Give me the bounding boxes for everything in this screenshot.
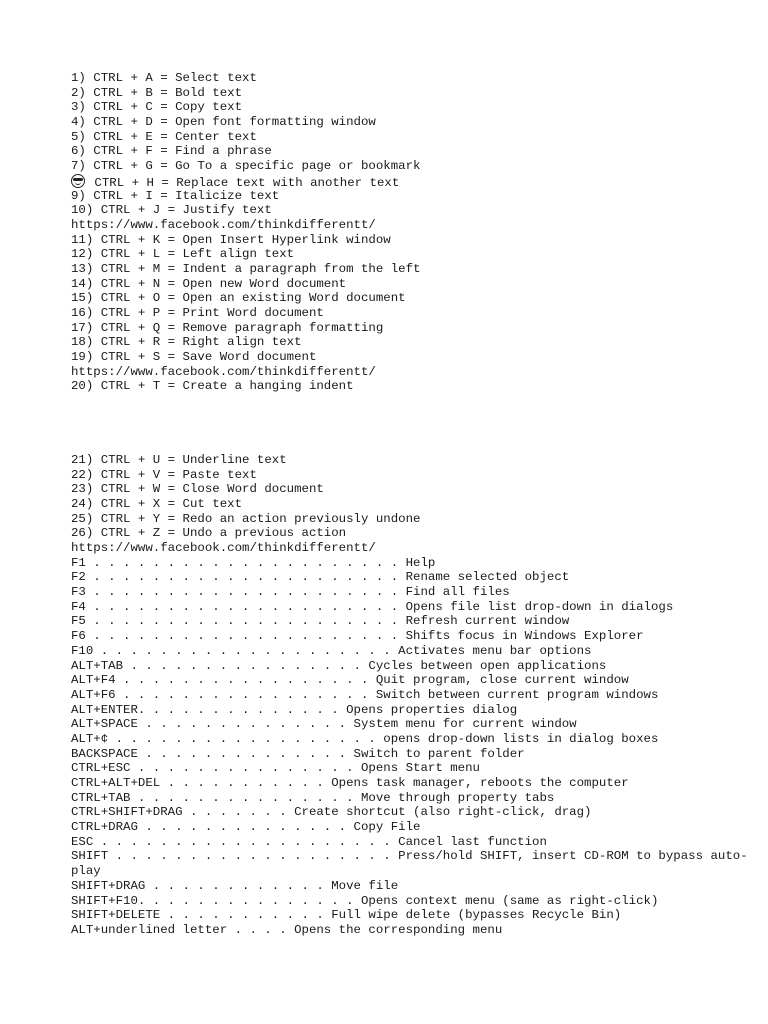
shortcut-line: ALT+underlined letter . . . . Opens the corresponding menu bbox=[71, 922, 503, 937]
shortcut-line: 18) CTRL + R = Right align text bbox=[71, 335, 302, 350]
shortcut-line: 25) CTRL + Y = Redo an action previously undone bbox=[71, 511, 421, 526]
ctrl-shortcuts-part-one bbox=[71, 71, 761, 174]
shortcut-line: 15) CTRL + O = Open an existing Word document bbox=[71, 291, 406, 306]
shortcut-line: SHIFT+DRAG . . . . . . . . . . . . Move file bbox=[71, 878, 399, 893]
shortcut-line: SHIFT+F10. . . . . . . . . . . . . . . Opens context menu (same as right-click) bbox=[71, 893, 659, 908]
shortcut-line: 16) CTRL + P = Print Word document bbox=[71, 306, 324, 320]
shortcut-line: CTRL+TAB . . . . . . . . . . . . . . . Move through property tabs bbox=[71, 790, 555, 805]
shortcut-line: CTRL+SHIFT+DRAG . . . . . . . Create shortcut (also right-click, drag) bbox=[71, 805, 592, 820]
shortcut-line: 3) CTRL + C = Copy text bbox=[71, 100, 243, 115]
shortcut-line: ALT+F4 . . . . . . . . . . . . . . . . . Quit program, close current window bbox=[71, 673, 629, 688]
shortcut-line: 26) CTRL + Z = Undo a previous action bbox=[71, 526, 347, 541]
document-page bbox=[71, 71, 761, 938]
shortcut-line: 2) CTRL + B = Bold text bbox=[71, 85, 243, 100]
facebook-url-text: https://www.facebook.com/thinkdifferentt/ bbox=[71, 217, 376, 232]
shortcut-line: ALT+¢ . . . . . . . . . . . . . . . . . . opens drop-down lists in dialog boxes bbox=[71, 731, 659, 746]
shortcut-line: SHIFT+DELETE . . . . . . . . . . . Full wipe delete (bypasses Recycle Bin) bbox=[71, 908, 622, 923]
shortcut-line: F5 . . . . . . . . . . . . . . . . . . . . . Refresh current window bbox=[71, 614, 570, 629]
shortcut-line: 22) CTRL + V = Paste text bbox=[71, 467, 257, 482]
shortcut-line: F4 . . . . . . . . . . . . . . . . . . . . . Opens file list drop-down in dialogs bbox=[71, 599, 674, 614]
shortcut-line: CTRL+DRAG . . . . . . . . . . . . . . Copy File bbox=[71, 820, 421, 835]
shortcut-line: 5) CTRL + E = Center text bbox=[71, 129, 257, 144]
shortcut-line: ALT+SPACE . . . . . . . . . . . . . . System menu for current window bbox=[71, 717, 577, 732]
shortcut-line: 21) CTRL + U = Underline text bbox=[71, 452, 287, 467]
ctrl-shortcuts-part-two bbox=[71, 189, 761, 395]
shortcut-line: 7) CTRL + G = Go To a specific page or bookmark bbox=[71, 159, 421, 174]
shortcut-line: SHIFT . . . . . . . . . . . . . . . . . . . Press/hold SHIFT, insert CD-ROM to bypass auto-play bbox=[71, 849, 748, 879]
facebook-url-text: https://www.facebook.com/thinkdifferentt/ bbox=[71, 541, 376, 556]
shortcut-line: F3 . . . . . . . . . . . . . . . . . . . . . Find all files bbox=[71, 585, 510, 600]
shortcut-line: ALT+ENTER. . . . . . . . . . . . . . Opens properties dialog bbox=[71, 702, 518, 717]
shortcut-line: 4) CTRL + D = Open font formatting window bbox=[71, 115, 376, 130]
shortcut-line: 12) CTRL + L = Left align text bbox=[71, 247, 295, 262]
shortcut-line: 11) CTRL + K = Open Insert Hyperlink window bbox=[71, 232, 391, 247]
blank-gap bbox=[71, 394, 761, 453]
shortcut-line: ESC . . . . . . . . . . . . . . . . . . . . Cancel last function bbox=[71, 834, 547, 849]
shortcut-line: ALT+TAB . . . . . . . . . . . . . . . . Cycles between open applications bbox=[71, 658, 607, 673]
facebook-url-text: https://www.facebook.com/thinkdifferentt/ bbox=[71, 364, 376, 379]
shortcut-line: CTRL+ALT+DEL . . . . . . . . . . . Opens task manager, reboots the computer bbox=[71, 776, 629, 791]
shortcut-line: 1) CTRL + A = Select text bbox=[71, 71, 257, 85]
shortcut-line: 14) CTRL + N = Open new Word document bbox=[71, 276, 347, 291]
shortcut-line-ctrl-h bbox=[71, 174, 761, 189]
shortcut-line: F6 . . . . . . . . . . . . . . . . . . . . . Shifts focus in Windows Explorer bbox=[71, 629, 644, 644]
shortcut-line: 20) CTRL + T = Create a hanging indent bbox=[71, 379, 354, 394]
shortcut-line: F10 . . . . . . . . . . . . . . . . . . . . Activates menu bar options bbox=[71, 643, 592, 658]
shortcut-line: F2 . . . . . . . . . . . . . . . . . . . . . Rename selected object bbox=[71, 570, 570, 585]
shortcut-line: BACKSPACE . . . . . . . . . . . . . . Switch to parent folder bbox=[71, 746, 525, 761]
ctrl-and-function-key-shortcuts bbox=[71, 453, 761, 938]
shortcut-line-ctrl-h-text: CTRL + H = Replace text with another text bbox=[87, 175, 400, 190]
shortcut-line: 19) CTRL + S = Save Word document bbox=[71, 350, 317, 365]
shortcut-line: ALT+F6 . . . . . . . . . . . . . . . . . Switch between current program windows bbox=[71, 687, 659, 702]
shortcut-line: 24) CTRL + X = Cut text bbox=[71, 496, 243, 511]
shortcut-line: 9) CTRL + I = Italicize text bbox=[71, 188, 280, 203]
shortcut-line: 23) CTRL + W = Close Word document bbox=[71, 482, 324, 497]
shortcut-line: CTRL+ESC . . . . . . . . . . . . . . . Opens Start menu bbox=[71, 761, 480, 776]
shortcut-line: 6) CTRL + F = Find a phrase bbox=[71, 144, 272, 159]
shortcut-line: 10) CTRL + J = Justify text bbox=[71, 203, 272, 218]
sunglasses-emoji-icon bbox=[71, 174, 85, 188]
shortcut-line: F1 . . . . . . . . . . . . . . . . . . . . . Help bbox=[71, 555, 436, 570]
shortcut-line: 17) CTRL + Q = Remove paragraph formatting bbox=[71, 320, 384, 335]
shortcut-line: 13) CTRL + M = Indent a paragraph from the left bbox=[71, 261, 421, 276]
